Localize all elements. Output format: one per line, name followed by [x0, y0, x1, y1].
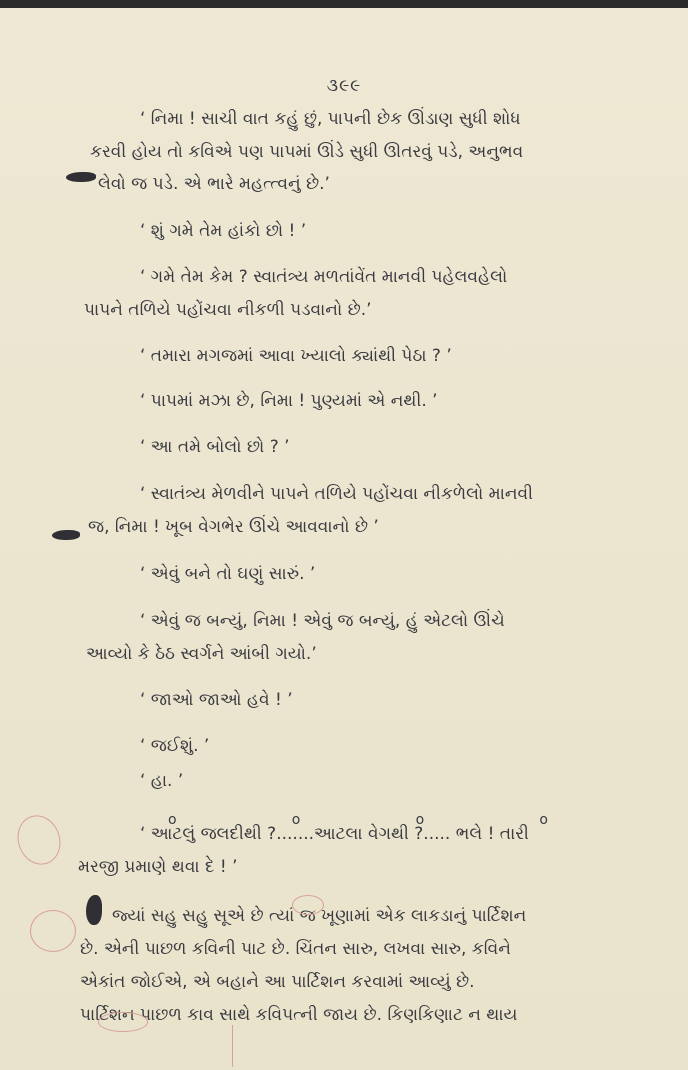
separator-dot: o: [168, 812, 177, 828]
text-line-18: ‘ આટલું જલદીથી ?.......આટલા વેગથી ?..... ભલે ! તારી: [140, 824, 529, 844]
pencil-scribble: [98, 1012, 148, 1032]
text-line-16: ‘ જઈશું. ’: [140, 736, 210, 756]
text-line-17: ‘ હા. ’: [140, 771, 184, 791]
page-number: ૩૯૯: [326, 76, 362, 96]
text-line-5: ‘ ગમે તેમ કેમ ? સ્વાતંત્ર્ય મળતાંવેંત માનવી પહેલવહેલો: [140, 267, 508, 287]
text-line-8: ‘ પાપમાં મઝા છે, નિમા ! પુણ્યમાં એ નથી. ’: [140, 391, 438, 411]
text-line-9: ‘ આ તમે બોલો છો ? ’: [140, 437, 290, 457]
text-line-1: ‘ નિમા ! સાચી વાત કહું છું, પાપની છેક ઊંડાણ સુધી શોધ: [140, 109, 521, 129]
text-line-14: આવ્યો કે ઠેઠ સ્વર્ગને આંબી ગયો.’: [86, 644, 317, 664]
text-line-2: કરવી હોય તો કવિએ પણ પાપમાં ઊંડે સુધી ઊતરવું પડે, અનુભવ: [90, 142, 524, 162]
scan-top-edge: [0, 0, 688, 8]
section-separator: [168, 812, 548, 828]
ink-blot-mark: [52, 530, 80, 540]
text-line-3: લેવો જ પડે. એ ભારે મહત્ત્વનું છે.’: [98, 174, 330, 194]
pencil-scribble: [30, 910, 76, 952]
separator-dot: o: [415, 812, 425, 828]
ink-blot-mark: [66, 172, 96, 182]
text-line-23: પાર્ટિશન પાછળ કાવ સાથે કવિપત્ની જાય છે. કિણકિણાટ ન થાય: [80, 1005, 518, 1025]
text-line-21: છે. એની પાછળ કવિની પાટ છે. ચિંતન સારુ, લખવા સારુ, કવિને: [80, 939, 511, 959]
text-line-11: જ, નિમા ! ખૂબ વેગભેર ઊંચે આવવાનો છે ’: [88, 517, 379, 537]
text-line-19: મરજી પ્રમાણે થવા દે ! ’: [78, 857, 238, 877]
text-line-15: ‘ જાઓ જાઓ હવે ! ’: [140, 690, 293, 710]
pencil-stroke: [232, 1025, 233, 1067]
separator-dot: o: [291, 812, 301, 828]
text-line-20: જ્યાં સહુ સહુ સૂએ છે ત્યાં જ ખૂણામાં એક લાકડાનું પાર્ટિશન: [112, 906, 527, 926]
text-line-13: ‘ એવું જ બન્યું, નિમા ! એવું જ બન્યું, હું એટલો ઊંચે: [140, 611, 505, 631]
text-line-10: ‘ સ્વાતંત્ર્ય મેળવીને પાપને તળિયે પહોંચવા નીકળેલો માનવી: [140, 484, 533, 504]
pencil-scribble: [292, 895, 324, 915]
separator-dot: o: [539, 812, 548, 828]
text-line-7: ‘ તમારા મગજમાં આવા ખ્યાલો ક્યાંથી પેઠા ? ’: [140, 346, 452, 366]
ink-blot-mark: [86, 895, 102, 925]
text-line-12: ‘ એવું બને તો ઘણું સારું. ’: [140, 564, 316, 584]
text-line-22: એકાંત જોઈએ, એ બહાને આ પાર્ટિશન કરવામાં આવ્યું છે.: [80, 972, 475, 992]
text-line-6: પાપને તળિયે પહોંચવા નીકળી પડવાનો છે.’: [84, 300, 372, 320]
text-line-4: ‘ શું ગમે તેમ હાંકો છો ! ’: [140, 221, 307, 241]
